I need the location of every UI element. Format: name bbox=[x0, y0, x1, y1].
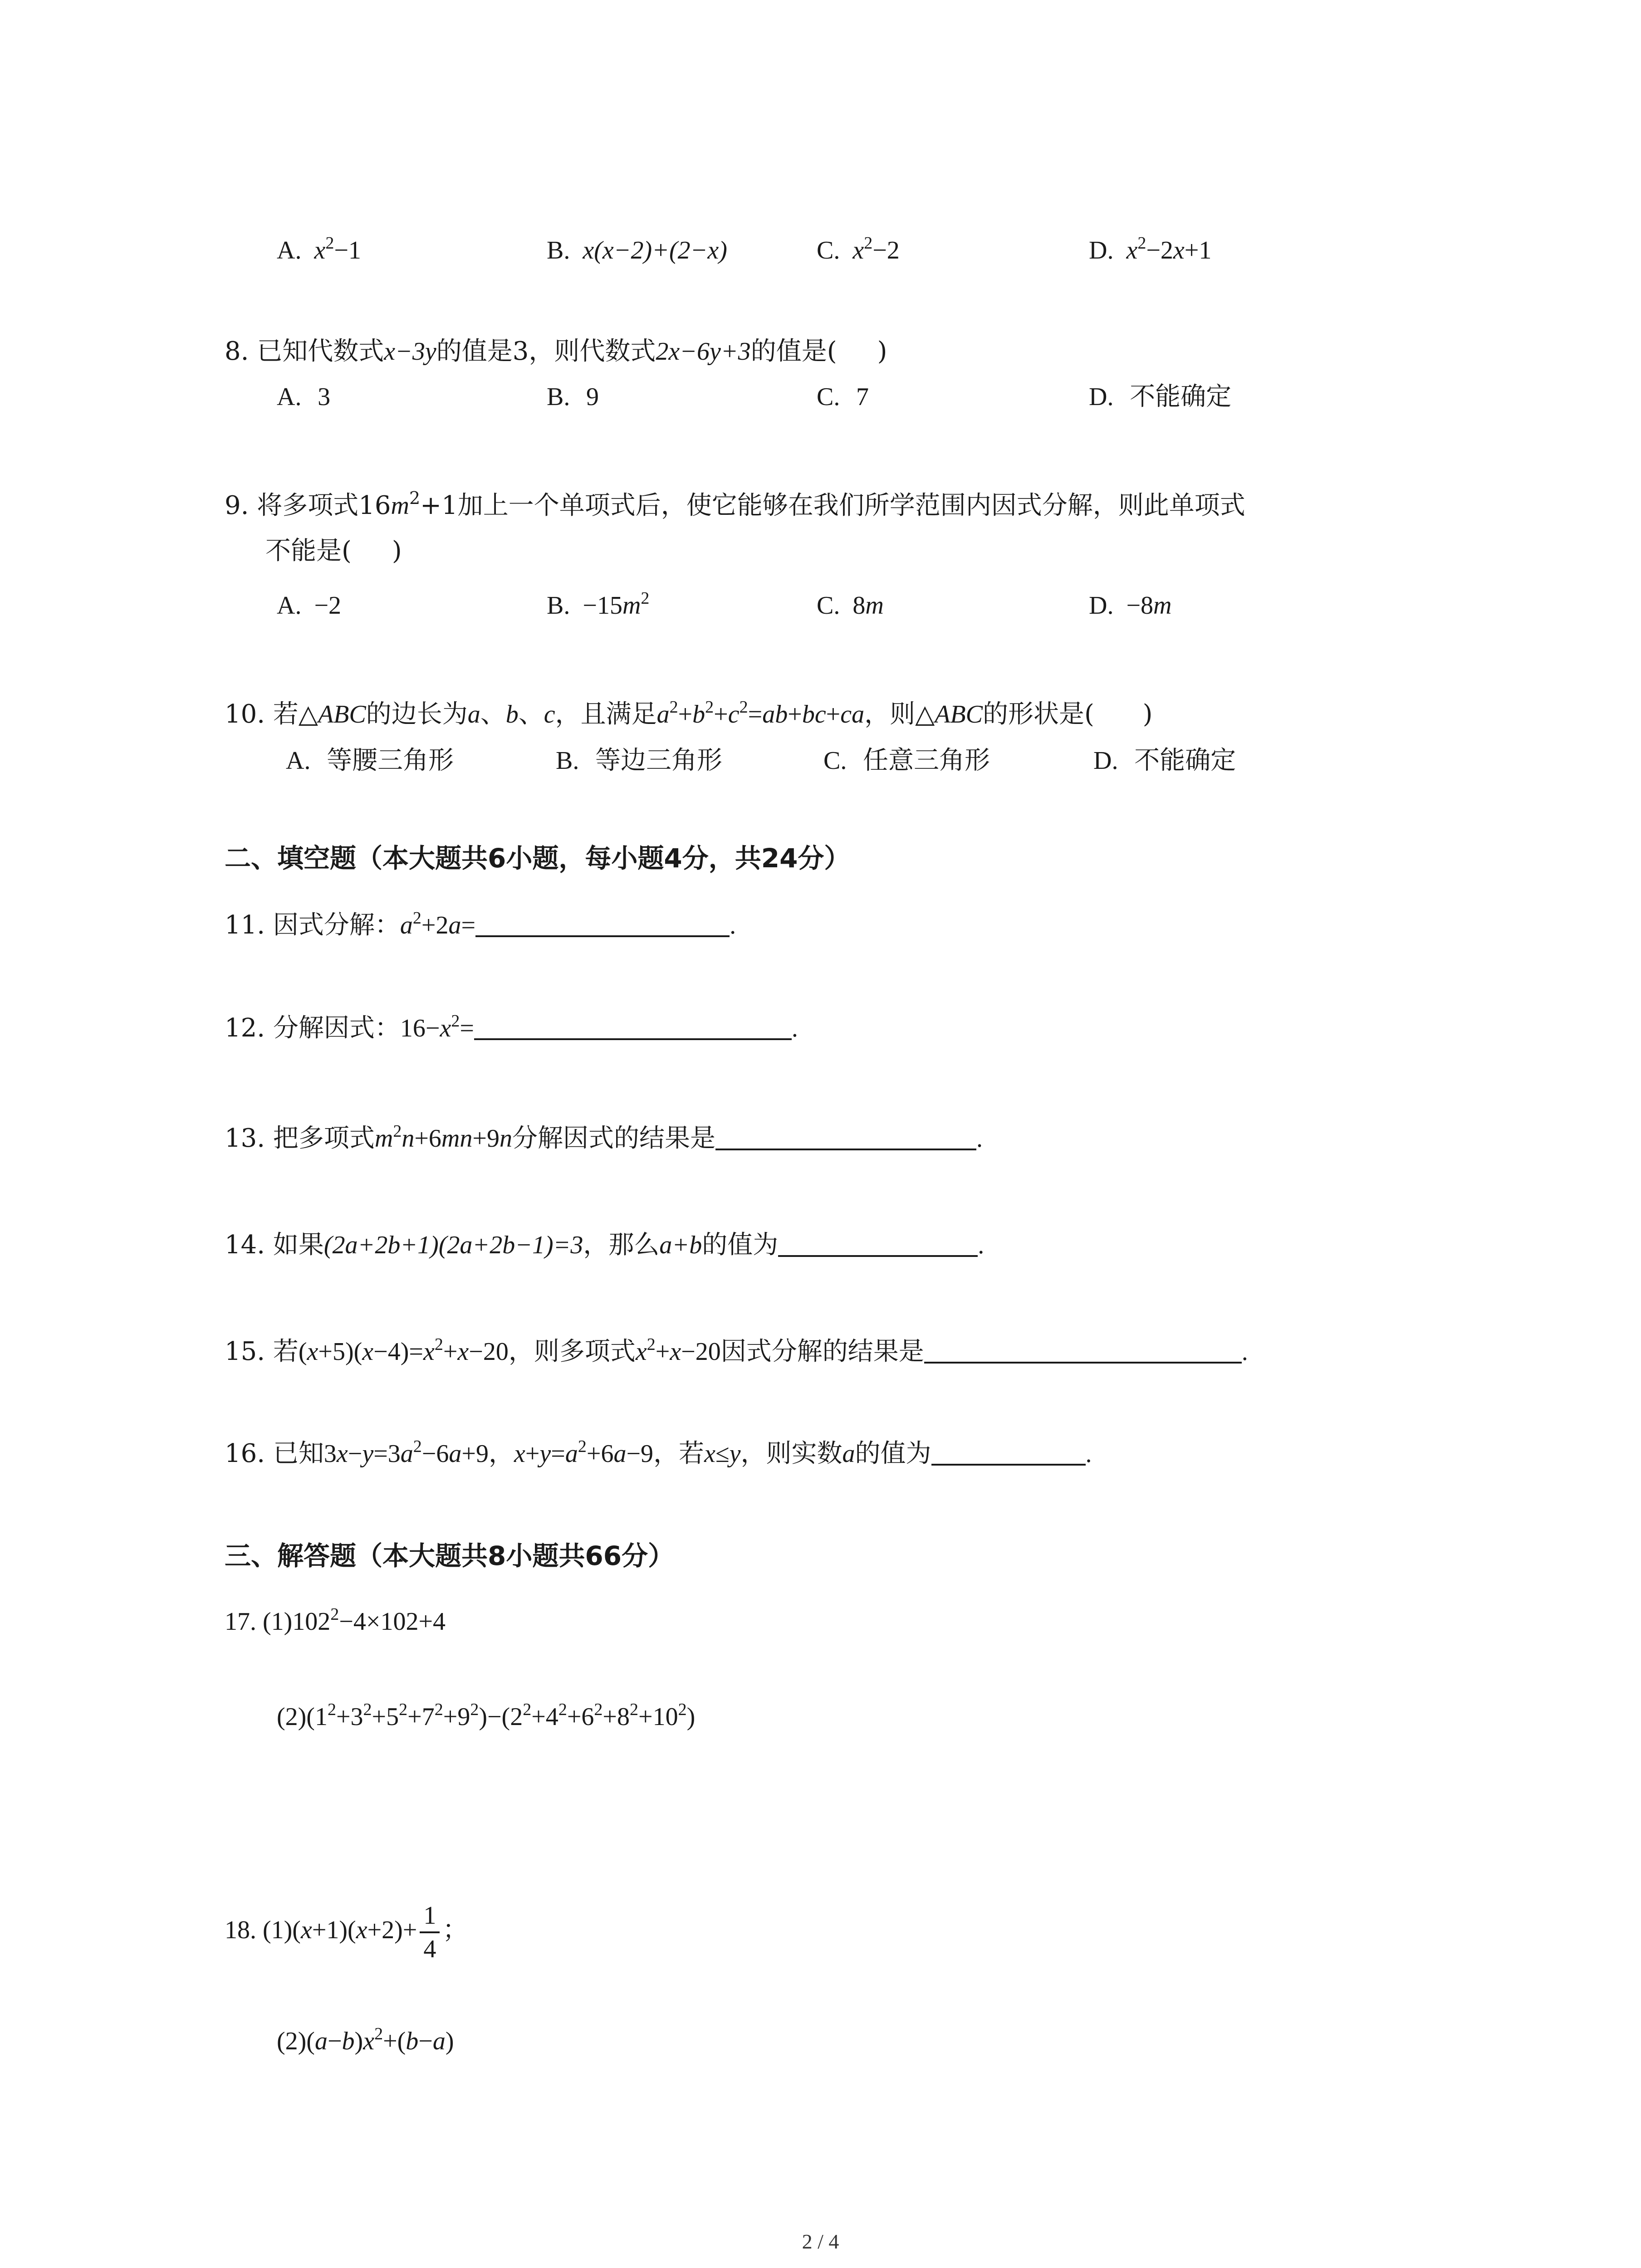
option-d: D. $x^2-2x+1$ bbox=[1089, 234, 1212, 264]
answer-blank[interactable] bbox=[924, 1334, 1242, 1364]
option-b: B. x(x−2)+(2−x) bbox=[547, 236, 727, 264]
option-c: C. 8m bbox=[817, 591, 884, 620]
page-number: 2 / 4 bbox=[802, 2230, 839, 2253]
answer-blank[interactable] bbox=[475, 907, 730, 937]
option-a: A. $x^2-1$ bbox=[277, 234, 361, 264]
option-a: A. 等腰三角形 bbox=[286, 746, 454, 775]
option-a: A. 3 bbox=[277, 383, 331, 411]
option-d: D. −8m bbox=[1089, 591, 1172, 620]
answer-blank[interactable] bbox=[778, 1227, 978, 1257]
answer-blank[interactable] bbox=[474, 1010, 792, 1040]
question-number: 10. bbox=[225, 699, 265, 729]
option-d: D. 不能确定 bbox=[1089, 382, 1232, 411]
option-c: C. 7 bbox=[817, 383, 869, 411]
question-number: 9. bbox=[225, 491, 249, 520]
option-b: B. 9 bbox=[547, 383, 599, 411]
exam-page: A. $x^2-1$ B. x(x−2)+(2−x) C. $x^2-2$ D. $x^2-2x+1$ 8. 已知代数式x−3y的值是3，则代数式2x−6y+3的值是( ) A. 3 B. 9 C. 7 D. 不能确定 9. 将多项式$16m^2+1$加上一个单项式后，使它能够在我们所学范围内因式分解，则此单项式 不能是( ) A. −2 B. $-15m^2$ C. 8m D. −8m 10. 若△ABC的边长为a、b、c，且满足$a^2+b^2+c^2=ab+bc+ca$，则△ABC的形状是( ) A. 等腰三角形 B. 等边三角形 C. 任意三角形 D. 不能确定 二、填空题（本大题共6小题，每小题4分，共24分） 11. 因式分解：$a^2+2a=$ . 12. 分解因式：$16-x^2=$ . 13. 把多项式$m^2n+6mn+9n$分解因式的结果是 . 14. 如果(2a+2b+1)(2a+2b−1)=3，那么a+b的值为 . 15. 若$(x+5)(x-4)=x^2+x-20$，则多项式$x^2+x-20$因式分解的结果是 . 16. 已知$3x-y=3a^2-6a+9$，$x+y=a^2+6a-9$，若x≤y，则实数a的值为 . 三、解答题（本大题共8小题共66分） 17. $(1)102^2-4\times 102+4$ $(2)(1^2+3^2+5^2+7^2+9^2)-(2^2+4^2+6^2+8^2+10^2)$ 18. (1)(x+1)(x+2)+ $\frac{1}{4}$ ； $(2)(a-b)x^2+(b-a)$ 2 / 4 bbox=[0, 0, 1641, 2268]
answer-blank[interactable] bbox=[715, 1120, 976, 1150]
option-a: A. −2 bbox=[277, 591, 342, 620]
question-number: 8. bbox=[225, 337, 249, 366]
option-b: B. $-15m^2$ bbox=[547, 589, 650, 620]
option-d: D. 不能确定 bbox=[1093, 746, 1236, 775]
answer-blank[interactable] bbox=[931, 1436, 1086, 1466]
fraction-one-quarter: $\frac{1}{4}$ bbox=[420, 1900, 440, 1965]
option-c: C. $x^2-2$ bbox=[817, 234, 900, 264]
option-b: B. 等边三角形 bbox=[556, 746, 722, 775]
option-c: C. 任意三角形 bbox=[823, 746, 990, 775]
